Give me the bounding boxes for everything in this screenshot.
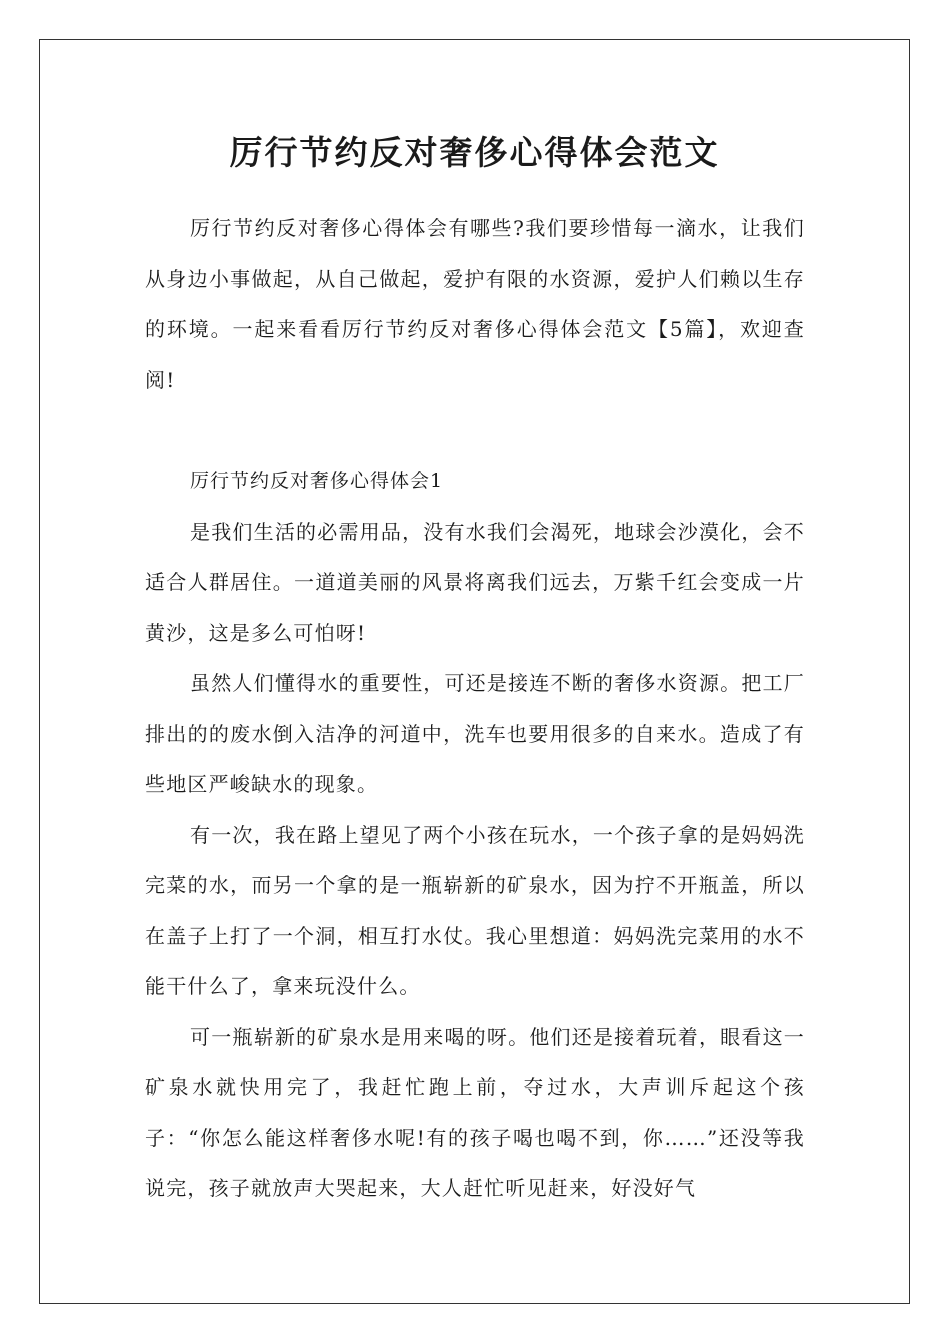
- body-paragraph: 是我们生活的必需用品，没有水我们会渴死，地球会沙漠化，会不适合人群居住。一道道美丽的风景将离我们远去，万紫千红会变成一片黄沙，这是多么可怕呀!: [145, 519, 805, 645]
- document-body: [145, 203, 805, 1214]
- intro-paragraph: 厉行节约反对奢侈心得体会有哪些?我们要珍惜每一滴水，让我们从身边小事做起，从自己做起，爱护有限的水资源，爱护人们赖以生存的环境。一起来看看厉行节约反对奢侈心得体会范文【5篇】，欢迎查阅!: [145, 216, 805, 392]
- body-paragraph: 虽然人们懂得水的重要性，可还是接连不断的奢侈水资源。把工厂排出的的废水倒入洁净的河道中，洗车也要用很多的自来水。造成了有些地区严峻缺水的现象。: [145, 671, 805, 796]
- document-title: 厉行节约反对奢侈心得体会范文: [229, 133, 720, 172]
- section-spacer: [145, 405, 805, 456]
- section-heading: 厉行节约反对奢侈心得体会1: [190, 470, 444, 492]
- body-paragraph: 有一次，我在路上望见了两个小孩在玩水，一个孩子拿的是妈妈洗完菜的水，而另一个拿的是一瓶崭新的矿泉水，因为拧不开瓶盖，所以在盖子上打了一个洞，相互打水仗。我心里想道：妈妈洗完菜用的水不能干什么了，拿来玩没什么。: [145, 822, 805, 998]
- body-paragraph: 可一瓶崭新的矿泉水是用来喝的呀。他们还是接着玩着，眼看这一矿泉水就快用完了，我赶忙跑上前，夺过水，大声训斥起这个孩子：“你怎么能这样奢侈水呢!有的孩子喝也喝不到，你……”还没等我说完，孩子就放声大哭起来，大人赶忙听见赶来，好没好气: [145, 1024, 805, 1200]
